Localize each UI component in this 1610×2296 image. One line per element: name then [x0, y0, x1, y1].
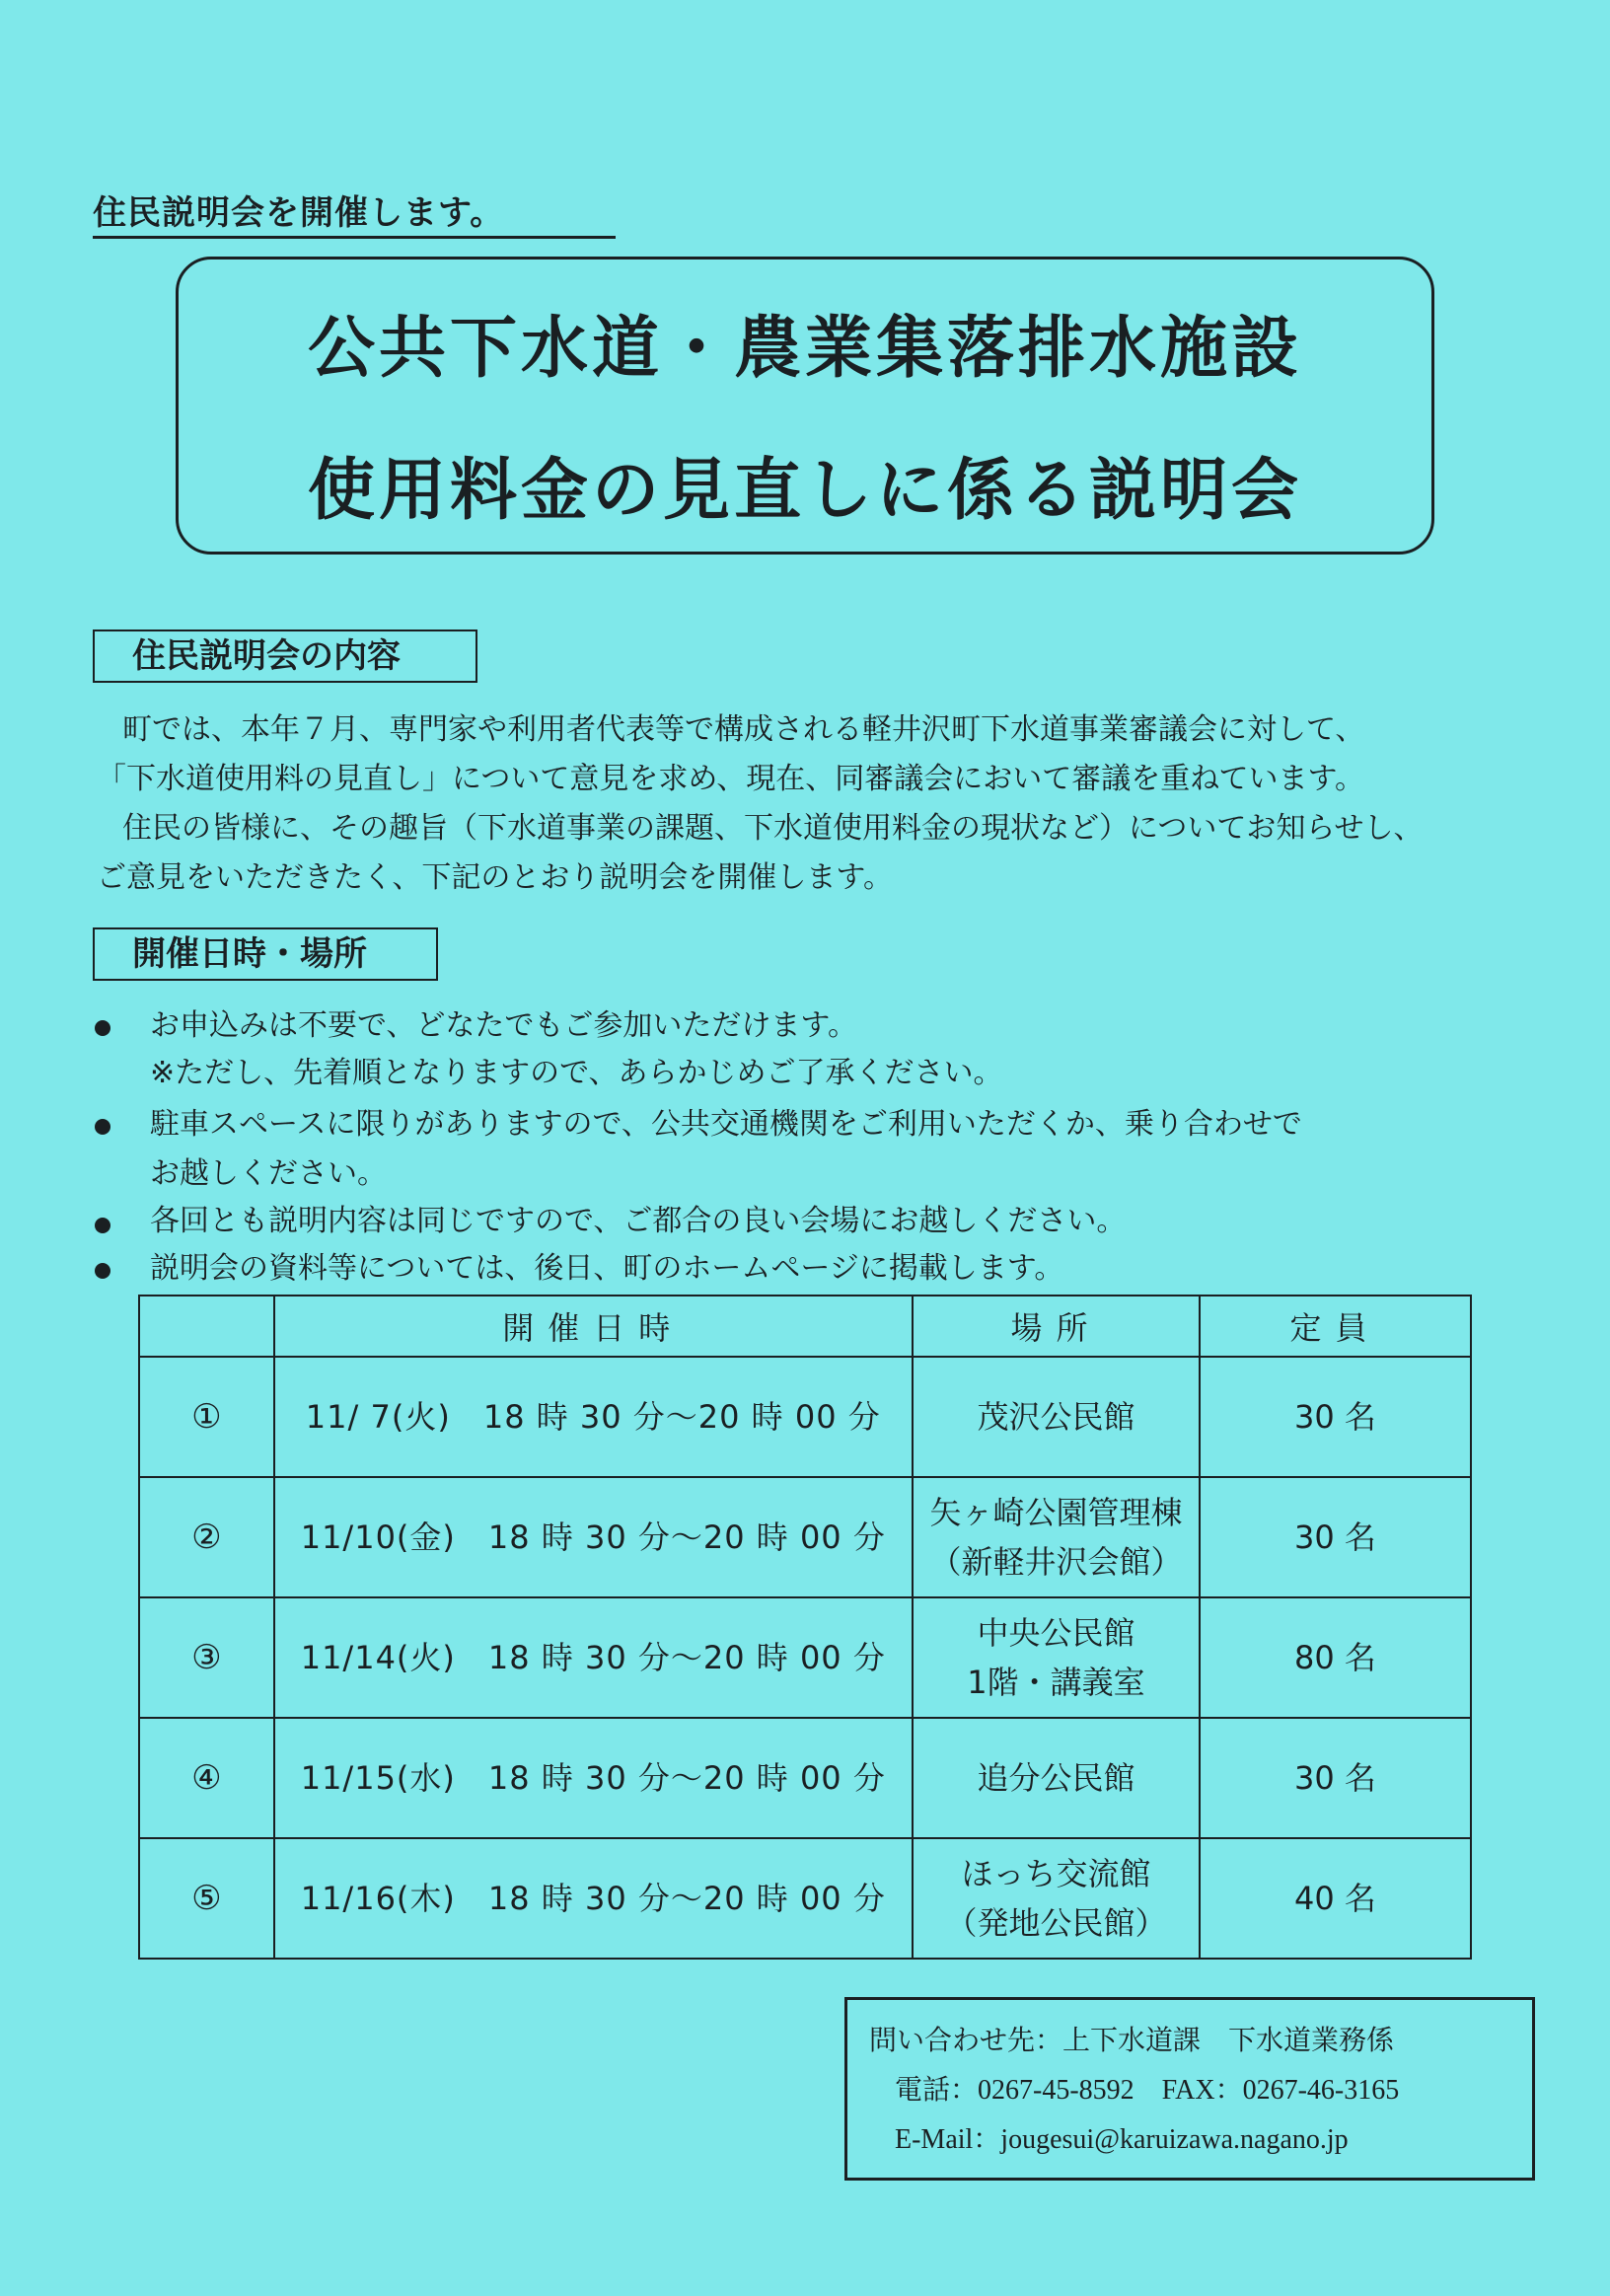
section-label-content: 住民説明会の内容 — [93, 630, 477, 683]
bullet-text: お申込みは不要で、どなたでもご参加いただけます。 — [150, 1008, 857, 1043]
contact-email[interactable]: E-Mail：jougesui@karuizawa.nagano.jp — [895, 2124, 1349, 2155]
row-number: ① — [139, 1357, 274, 1477]
row-date: 11/16(木) — [300, 1880, 456, 1917]
bullet-dot-icon — [95, 1218, 110, 1233]
schedule-table — [138, 1295, 1472, 1960]
contact-box — [844, 1997, 1535, 2181]
venue-line: （発地公民館） — [945, 1904, 1167, 1942]
row-capacity: 40 名 — [1200, 1838, 1471, 1959]
bullet-text: お越しください。 — [150, 1156, 387, 1191]
content-paragraph: 町では、本年７月、専門家や利用者代表等で構成される軽井沢町下水道事業審議会に対して、 — [122, 712, 1365, 747]
header-cell-venue: 場所 — [913, 1296, 1200, 1357]
table-row — [139, 1597, 1471, 1718]
row-date: 11/15(水) — [300, 1759, 456, 1797]
table-row — [139, 1477, 1471, 1597]
row-venue — [913, 1838, 1200, 1959]
row-date: 11/14(火) — [300, 1639, 456, 1676]
row-venue — [913, 1718, 1200, 1838]
bullet-text: 説明会の資料等については、後日、町のホームページに掲載します。 — [150, 1251, 1064, 1286]
bullet-text: 駐車スペースに限りがありますので、公共交通機関をご利用いただくか、乗り合わせで — [150, 1107, 1302, 1142]
header-cell-number — [139, 1296, 274, 1357]
row-time: 18 時 30 分～20 時 00 分 — [487, 1639, 886, 1676]
venue-line: （新軽井沢会館） — [929, 1543, 1183, 1581]
table-row — [139, 1357, 1471, 1477]
title-line-1: 公共下水道・農業集落排水施設 — [307, 310, 1302, 388]
row-capacity: 80 名 — [1200, 1597, 1471, 1718]
table-row — [139, 1838, 1471, 1959]
bullet-text: 各回とも説明内容は同じですので、ご都合の良い会場にお越しください。 — [150, 1204, 1127, 1238]
venue-line: 1階・講義室 — [967, 1664, 1145, 1701]
notice-heading: 住民説明会を開催します。 — [93, 185, 616, 239]
row-time: 18 時 30 分～20 時 00 分 — [487, 1759, 886, 1797]
bullet-dot-icon — [95, 1020, 110, 1036]
content-paragraph: 「下水道使用料の見直し」について意見を求め、現在、同審議会において審議を重ねています。 — [97, 762, 1365, 796]
row-capacity: 30 名 — [1200, 1718, 1471, 1838]
row-date: 11/10(金) — [300, 1518, 456, 1556]
venue-line: 中央公民館 — [977, 1614, 1135, 1652]
title-box — [176, 257, 1434, 555]
row-time: 18 時 30 分～20 時 00 分 — [487, 1518, 886, 1556]
row-venue — [913, 1597, 1200, 1718]
row-datetime — [274, 1357, 913, 1477]
row-date: 11/ 7(火) — [305, 1398, 451, 1436]
bullet-dot-icon — [95, 1119, 110, 1135]
bullet-dot-icon — [95, 1263, 110, 1279]
contact-department: 問い合わせ先：上下水道課 下水道業務係 — [869, 2026, 1395, 2056]
title-line-2: 使用料金の見直しに係る説明会 — [307, 452, 1302, 530]
row-number: ③ — [139, 1597, 274, 1718]
content-paragraph: 住民の皆様に、その趣旨（下水道事業の課題、下水道使用料金の現状など）についてお知らせし、 — [122, 811, 1424, 846]
row-capacity: 30 名 — [1200, 1357, 1471, 1477]
venue-line: 矢ヶ崎公園管理棟 — [929, 1494, 1183, 1531]
row-datetime — [274, 1718, 913, 1838]
row-time: 18 時 30 分～20 時 00 分 — [482, 1398, 881, 1436]
row-time: 18 時 30 分～20 時 00 分 — [487, 1880, 886, 1917]
row-number: ⑤ — [139, 1838, 274, 1959]
row-venue — [913, 1357, 1200, 1477]
row-number: ② — [139, 1477, 274, 1597]
header-cell-datetime: 開催日時 — [274, 1296, 913, 1357]
venue-line: 追分公民館 — [977, 1759, 1135, 1797]
table-header-row — [139, 1296, 1471, 1357]
contact-phone-fax: 電話：0267-45-8592 FAX：0267-46-3165 — [895, 2075, 1400, 2106]
content-paragraph: ご意見をいただきたく、下記のとおり説明会を開催します。 — [97, 860, 893, 895]
venue-line: 茂沢公民館 — [977, 1398, 1135, 1436]
row-capacity: 30 名 — [1200, 1477, 1471, 1597]
row-number: ④ — [139, 1718, 274, 1838]
venue-line: ほっち交流館 — [961, 1855, 1151, 1892]
table-row — [139, 1718, 1471, 1838]
row-datetime — [274, 1838, 913, 1959]
row-datetime — [274, 1477, 913, 1597]
row-datetime — [274, 1597, 913, 1718]
row-venue — [913, 1477, 1200, 1597]
bullet-text: ※ただし、先着順となりますので、あらかじめご了承ください。 — [150, 1056, 1003, 1090]
section-label-schedule: 開催日時・場所 — [93, 927, 438, 981]
header-cell-capacity: 定員 — [1200, 1296, 1471, 1357]
